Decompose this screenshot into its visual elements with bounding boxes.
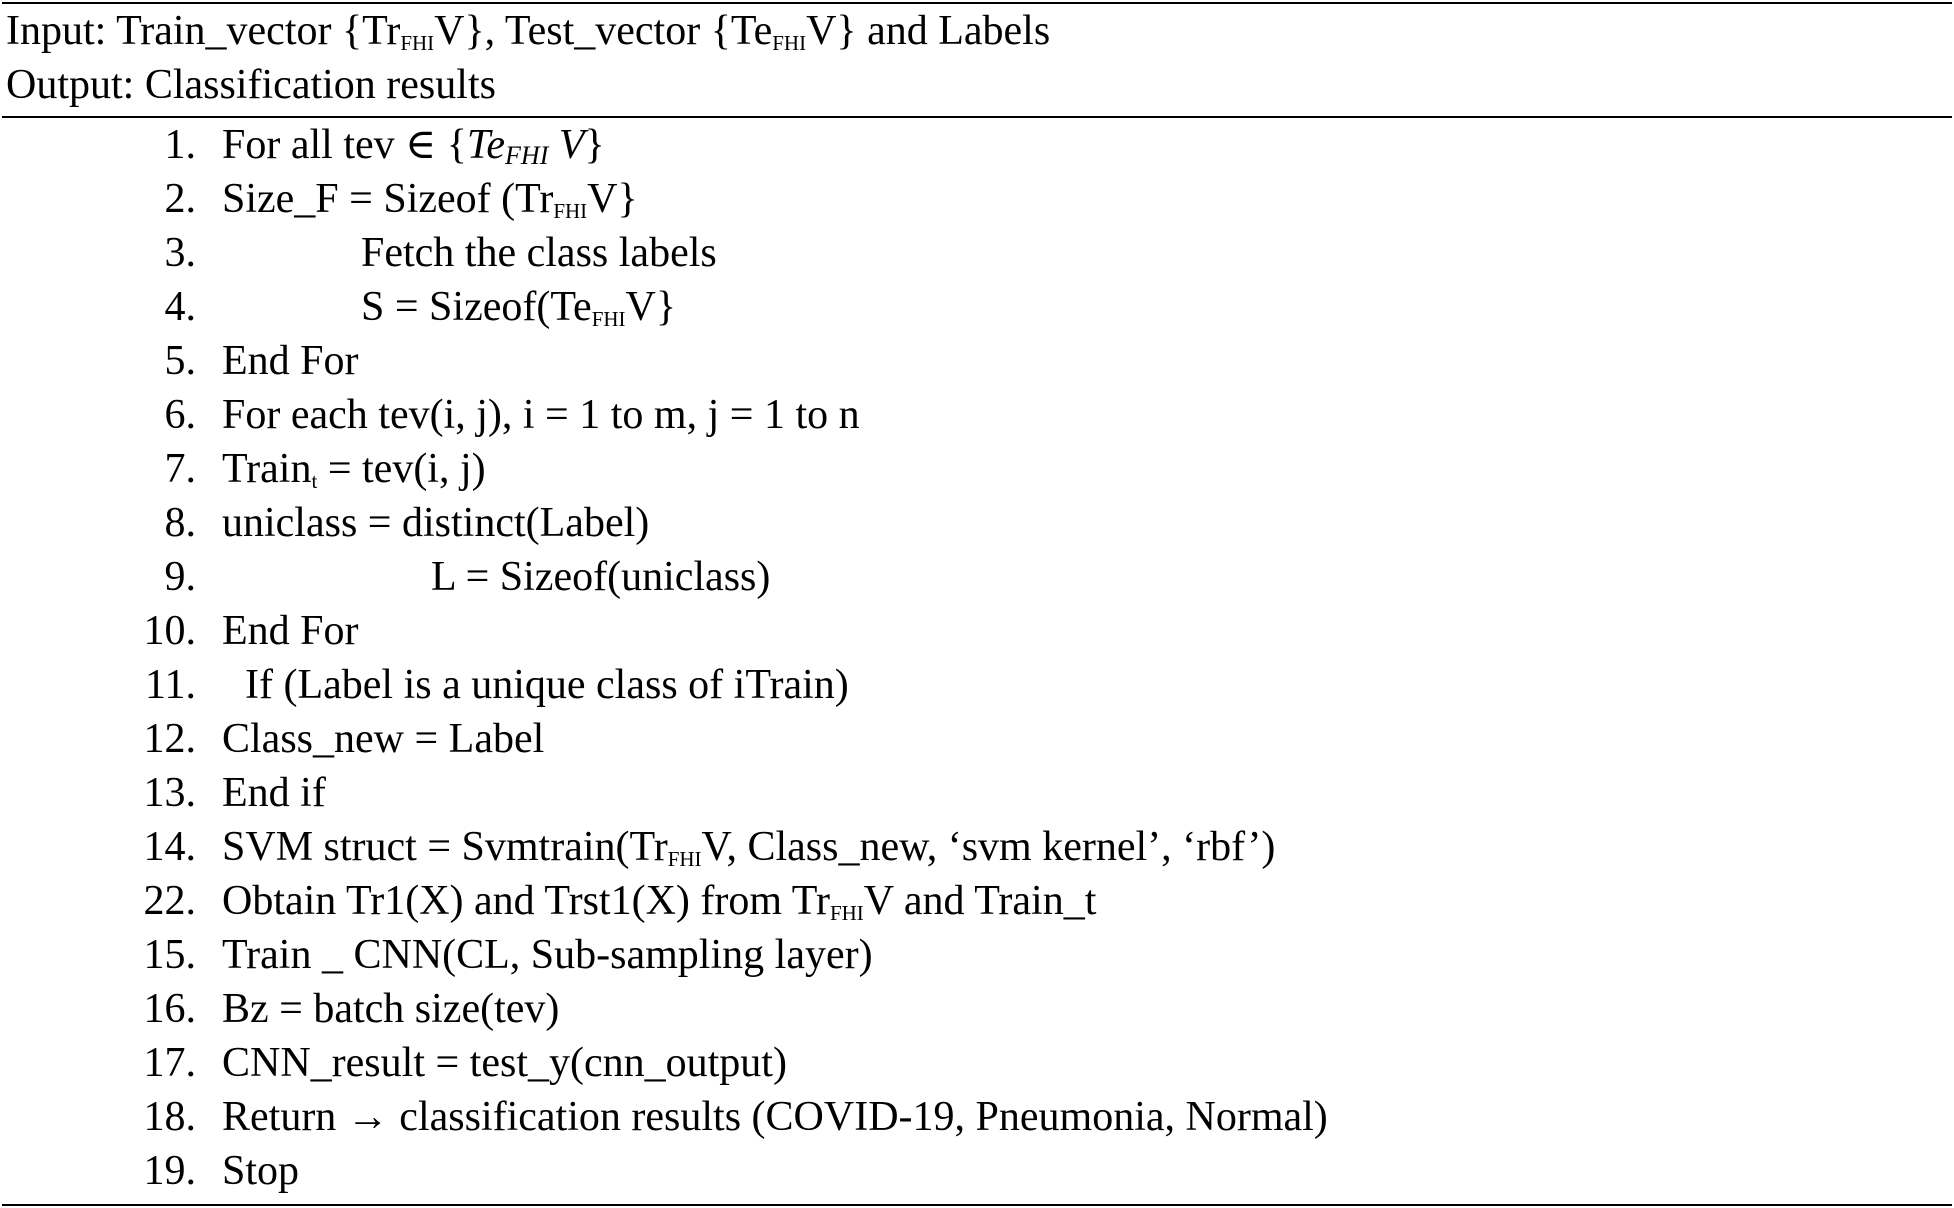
step-number: 14. xyxy=(143,824,196,870)
step-number: 1. xyxy=(164,122,196,168)
step-number: 12. xyxy=(143,716,196,762)
step-number: 13. xyxy=(143,770,196,816)
subscript: FHI xyxy=(591,307,626,331)
step-text xyxy=(222,496,649,550)
text-run: End For xyxy=(222,338,359,384)
text-run: Fetch the class labels xyxy=(361,230,717,276)
step-number: 8. xyxy=(164,500,196,546)
subscript: FHI xyxy=(829,901,864,925)
step-text xyxy=(361,280,676,346)
text-run: End if xyxy=(222,770,326,816)
step-number: 4. xyxy=(164,284,196,330)
step-number: 10. xyxy=(143,608,196,654)
text-run: Te xyxy=(466,122,506,168)
text-run: S = Sizeof(Te xyxy=(361,284,592,330)
text-run: SVM struct = Svmtrain(Tr xyxy=(222,824,668,870)
step-number: 7. xyxy=(164,446,196,492)
step-text xyxy=(361,226,717,280)
step-number: 6. xyxy=(164,392,196,438)
text-run: V xyxy=(548,122,585,168)
step-number: 17. xyxy=(143,1040,196,1086)
step-number: 16. xyxy=(143,986,196,1032)
text-run: Return → classification results (COVID-19, Pneumonia, Normal) xyxy=(222,1094,1328,1140)
text-run: Class_new = Label xyxy=(222,716,545,762)
text-run: Stop xyxy=(222,1148,300,1194)
subscript: FHI xyxy=(667,847,702,871)
text-run: V} and Labels xyxy=(806,8,1051,54)
text-run: } xyxy=(584,122,605,168)
text-run: Obtain Tr1(X) and Trst1(X) from Tr xyxy=(222,878,830,924)
output-line xyxy=(6,58,496,112)
text-run: L = Sizeof(uniclass) xyxy=(431,554,771,600)
step-text xyxy=(245,658,849,712)
bottom-rule xyxy=(2,1204,1952,1206)
text-run: V} xyxy=(625,284,677,330)
step-number: 2. xyxy=(164,176,196,222)
subscript: FHI xyxy=(505,141,549,170)
text-run: Train _ CNN(CL, Sub-sampling layer) xyxy=(222,932,873,978)
subscript: t xyxy=(311,469,318,493)
step-text xyxy=(222,982,559,1036)
subscript: FHI xyxy=(400,31,435,55)
text-run: Train xyxy=(222,446,312,492)
text-run: uniclass = distinct(Label) xyxy=(222,500,650,546)
text-run: If (Label is a unique class of iTrain) xyxy=(245,662,849,708)
step-text xyxy=(222,334,359,388)
step-text xyxy=(222,712,544,766)
step-text xyxy=(222,928,873,982)
text-run: Bz = batch size(tev) xyxy=(222,986,560,1032)
step-number: 19. xyxy=(143,1148,196,1194)
step-text xyxy=(222,388,860,442)
step-text xyxy=(222,1144,299,1198)
step-text xyxy=(222,766,326,820)
text-run: V}, Test_vector {Te xyxy=(434,8,773,54)
step-number: 22. xyxy=(143,878,196,924)
text-run: End For xyxy=(222,608,359,654)
text-run: V} xyxy=(587,176,638,222)
step-number: 3. xyxy=(164,230,196,276)
step-text xyxy=(222,1090,1328,1144)
step-number: 18. xyxy=(143,1094,196,1140)
subscript: FHI xyxy=(772,31,807,55)
step-number: 5. xyxy=(164,338,196,384)
text-run: CNN_result = test_y(cnn_output) xyxy=(222,1040,787,1086)
text-run: For each tev(i, j), i = 1 to m, j = 1 to n xyxy=(222,392,860,438)
step-number: 15. xyxy=(143,932,196,978)
step-number: 11. xyxy=(145,662,196,708)
text-run: V and Train_t xyxy=(863,878,1097,924)
step-text xyxy=(222,604,359,658)
text-run: = tev(i, j) xyxy=(317,446,486,492)
subscript: FHI xyxy=(553,199,588,223)
text-run: Output: Classification results xyxy=(6,62,496,108)
step-number: 9. xyxy=(164,554,196,600)
text-run: V, Class_new, ‘svm kernel’, ‘rbf’) xyxy=(701,824,1276,870)
step-text xyxy=(431,550,770,604)
text-run: Size_F = Sizeof (Tr xyxy=(222,176,554,222)
text-run: For all tev ∈ { xyxy=(222,122,467,168)
step-text xyxy=(222,1036,787,1090)
text-run: Input: Train_vector {Tr xyxy=(6,8,401,54)
